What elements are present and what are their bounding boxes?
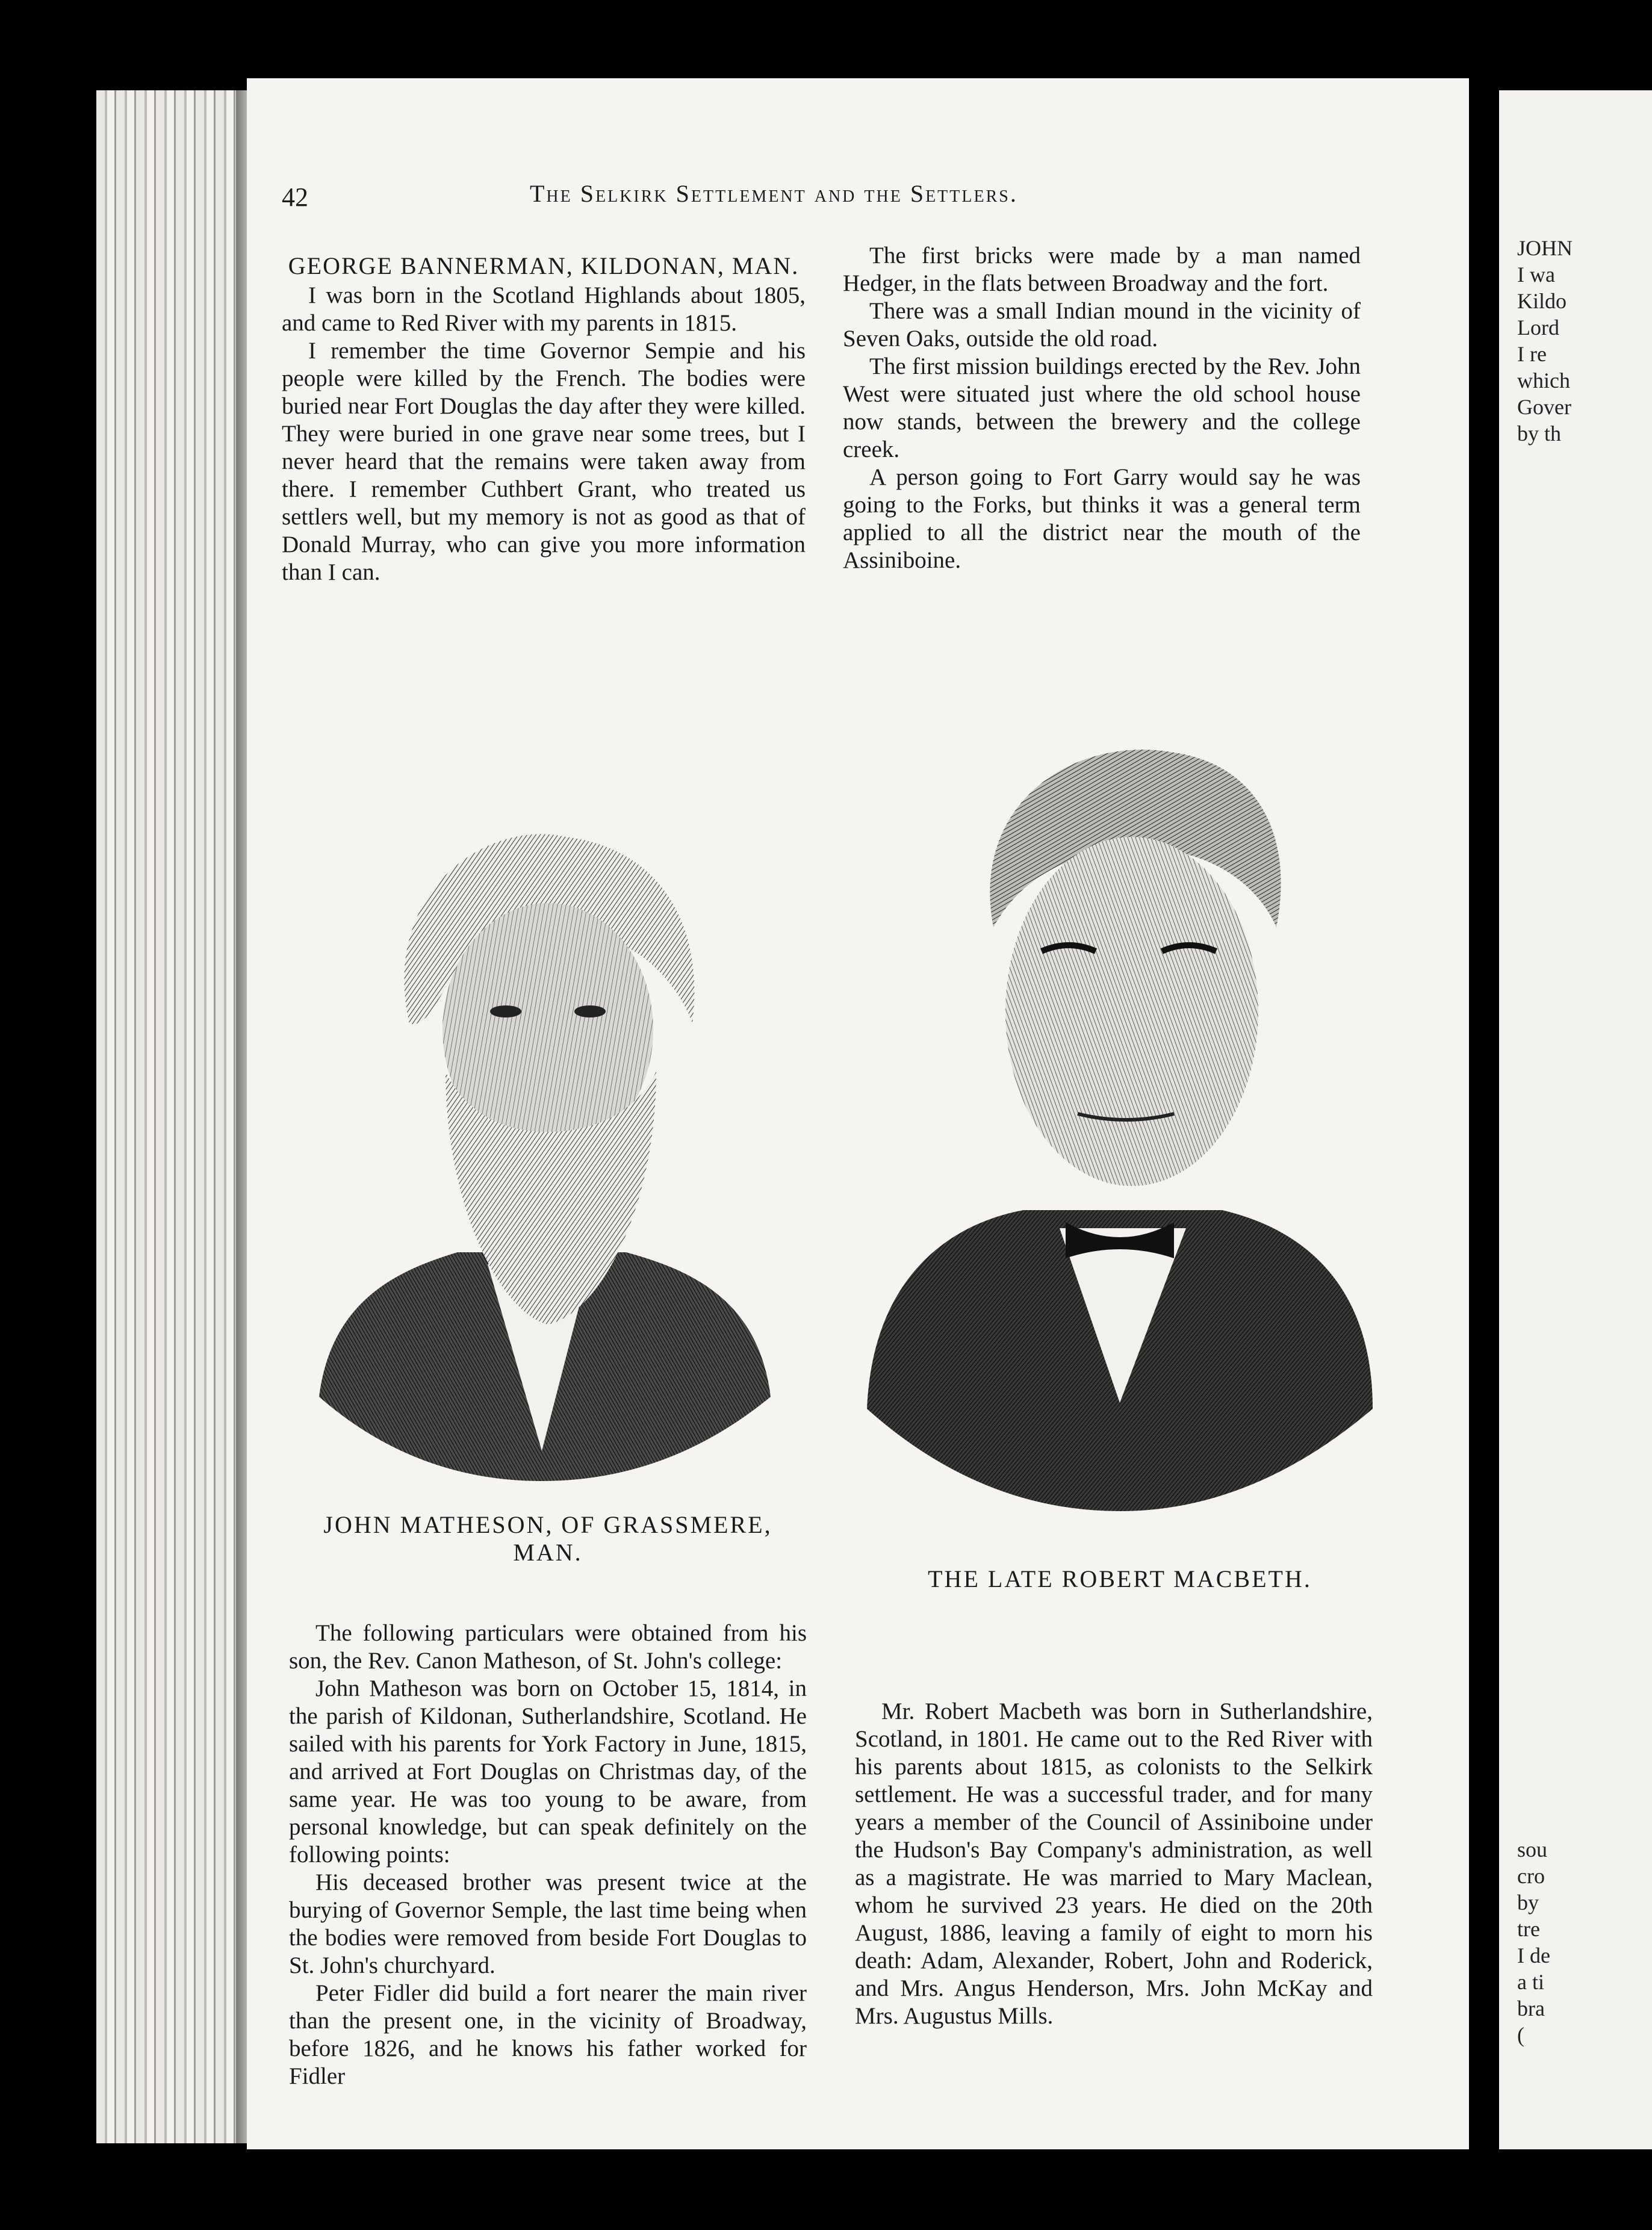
caption-robert-macbeth: THE LATE ROBERT MACBETH. (928, 1565, 1312, 1592)
facing-page-line: I re (1517, 342, 1547, 366)
portrait-john-matheson (307, 771, 777, 1481)
facing-page-line: ( (1517, 2023, 1524, 2047)
book-page-stack (96, 90, 253, 2143)
facing-page-line: Kildo (1517, 289, 1567, 313)
left-column-top (282, 253, 806, 586)
facing-page-line: cro (1517, 1864, 1545, 1888)
running-title: The Selkirk Settlement and the Settlers. (530, 180, 1018, 207)
facing-page-line: JOHN (1517, 236, 1573, 260)
facing-page-line: a ti (1517, 1970, 1544, 1994)
paragraph: The first bricks were made by a man named Hedger, in the flats between Broadway and the fort. (843, 243, 1361, 296)
facing-page-line: by th (1517, 421, 1562, 446)
paragraph: I remember the time Governor Sempie and his people were killed by the French. The bodies were buried near Fort Douglas the day after they were killed. They were buried in one grave near some trees, but I never heard that the remains were taken away from there. I remember Cuthbert Grant, who treated us settlers well, but my memory is not as good as that of Donald Murray, who can give you more information than I can. (282, 338, 806, 585)
facing-page-line: tre (1517, 1917, 1540, 1941)
right-column-bottom (855, 1698, 1373, 2030)
paragraph: Mr. Robert Macbeth was born in Sutherlandshire, Scotland, in 1801. He came out to the Red River with his parents about 1815, as colonists to the Selkirk settlement. He was a successful trader, and for many years a member of the Council of Assiniboine under the Hudson's Bay Company's administration, as well as a magistrate. He was married to Mary Maclean, whom he survived 23 years. He died on the 20th August, 1886, leaving a family of eight to morn his death: Adam, Alexander, Robert, John and Roderick, and Mrs. Angus Henderson, Mrs. John McKay and Mrs. Augustus Mills. (855, 1698, 1373, 2029)
paragraph: There was a small Indian mound in the vicinity of Seven Oaks, outside the old road. (843, 298, 1361, 352)
facing-page-line: sou (1517, 1837, 1548, 1862)
section-heading-bannerman: GEORGE BANNERMAN, KILDONAN, MAN. (288, 252, 800, 279)
paragraph: John Matheson was born on October 15, 1814, in the parish of Kildonan, Sutherlandshire, Scotland. He sailed with his parents for York Factory in June, 1815, and arrived at Fort Douglas on Christmas day, of the same year. He was too young to be aware, from personal knowledge, but can speak definitely on the following points: (289, 1676, 807, 1868)
facing-page-line: which (1517, 368, 1570, 393)
left-column-bottom (289, 1620, 807, 2090)
book-page (247, 78, 1469, 2149)
paragraph: A person going to Fort Garry would say he was going to the Forks, but thinks it was a general term applied to all the district near the mouth of the Assiniboine. (843, 464, 1361, 573)
portrait-robert-macbeth (861, 728, 1379, 1511)
facing-page-line: Gover (1517, 395, 1571, 419)
facing-page-line: I de (1517, 1943, 1550, 1968)
paragraph: The first mission buildings erected by the Rev. John West were situated just where the old school house now stands, between the brewery and the college creek. (843, 353, 1361, 462)
facing-page (1499, 90, 1652, 2149)
paragraph: I was born in the Scotland Highlands about 1805, and came to Red River with my parents in 1815. (282, 282, 806, 336)
paragraph: The following particulars were obtained from his son, the Rev. Canon Matheson, of St. John's college: (289, 1620, 807, 1674)
facing-page-line: I wa (1517, 262, 1555, 287)
page-number: 42 (282, 182, 308, 212)
caption-john-matheson: JOHN MATHESON, OF GRASSMERE, MAN. (323, 1511, 772, 1566)
facing-page-line: by (1517, 1890, 1539, 1915)
paragraph: His deceased brother was present twice at the burying of Governor Semple, the last time being when the bodies were removed from beside Fort Douglas to St. John's churchyard. (289, 1869, 807, 1978)
facing-page-line: bra (1517, 1996, 1545, 2020)
paragraph: Peter Fidler did build a fort nearer the main river than the present one, in the vicinity of Broadway, before 1826, and he knows his father worked for Fidler (289, 1980, 807, 2089)
right-column-top (843, 242, 1361, 574)
facing-page-line: Lord (1517, 315, 1559, 340)
